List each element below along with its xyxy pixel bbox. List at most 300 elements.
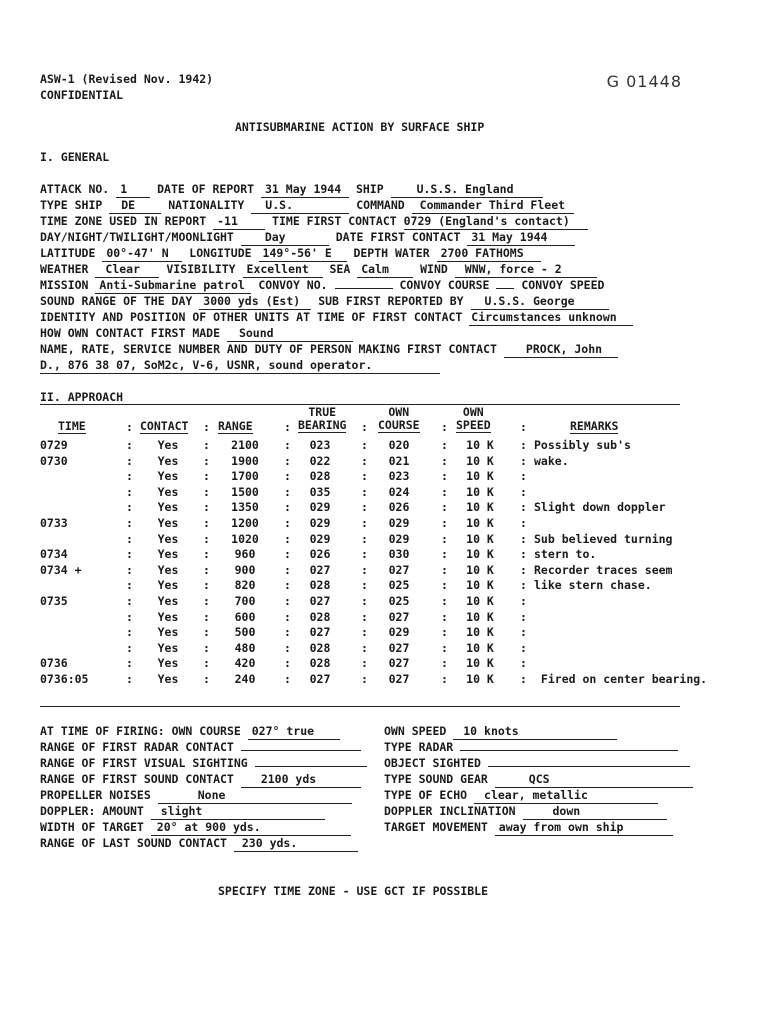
ship-value: U.S.S. England [391,182,543,198]
column-separator: : [284,594,291,608]
column-separator: : [520,420,527,434]
column-separator: : [361,625,368,640]
column-separator: : [284,516,291,530]
column-separator: : [441,609,448,624]
cell-remarks: Possibly sub's [534,438,631,452]
sound-range-row [40,294,609,309]
column-separator: : [126,594,133,608]
cell-contact: Yes [157,484,179,499]
wind-label: WIND [420,262,448,276]
cell-time: 0734 [40,547,68,562]
cell-contact: Yes [157,672,179,686]
name-rate-value-2: D., 876 38 07, SoM2c, V-6, USNR, sound operator. [40,358,440,374]
cell-course: 027 [388,640,410,655]
wind-value: WNW, force - 2 [455,262,597,278]
cell-bearing: 029 [309,500,331,515]
cell-time: 0730 [40,453,68,468]
sound-gear-label: TYPE SOUND GEAR [384,772,488,786]
visibility-label: VISIBILITY [166,262,236,276]
cell-range: 2100 [231,438,259,452]
attack-row [40,182,543,197]
date-of-report-value: 31 May 1944 [261,182,349,198]
date-first-contact-label: DATE FIRST CONTACT [335,230,461,244]
cell-range: 900 [234,562,256,577]
column-separator: : [126,547,133,562]
column-separator: : [441,453,448,468]
cell-range: 240 [234,672,256,686]
cell-time: 0733 [40,516,68,530]
width-value: 20° at 900 yds. [151,820,351,836]
identity-label: IDENTITY AND POSITION OF OTHER UNITS AT TIME OF FIRST CONTACT [40,310,463,324]
column-separator: : [361,672,368,686]
how-contact-row [40,326,353,341]
column-separator: : [284,562,291,577]
cell-contact: Yes [157,547,179,562]
column-separator: : [520,594,527,608]
cell-speed: 10 K [466,547,494,562]
column-separator: : [361,469,368,484]
weather-value: Clear [95,262,159,278]
firing-row [40,724,340,739]
column-separator: : [284,672,291,686]
cell-course: 025 [388,594,410,608]
own-speed-value: 10 knots [453,724,617,740]
echo-value: clear, metallic [474,788,658,804]
column-separator: : [284,453,291,468]
column-separator: : [441,578,448,593]
column-separator: : [126,516,133,530]
cell-speed: 10 K [466,594,494,608]
command-value: Commander Third Fleet [412,198,574,214]
column-separator: : [361,656,368,671]
cell-course: 023 [388,469,410,484]
longitude-value: 149°-56' E [259,246,347,262]
column-separator: : [441,531,448,546]
cell-contact: Yes [157,500,179,515]
column-separator: : [284,609,291,624]
column-separator: : [203,547,210,562]
date-of-report-label: DATE OF REPORT [157,182,255,196]
column-separator: : [284,625,291,640]
mission-value: Anti-Submarine patrol [95,278,251,294]
cell-bearing: 028 [309,609,331,624]
cell-bearing: 028 [309,578,331,593]
type-radar-row [384,740,678,755]
column-separator: : [520,625,527,640]
column-separator: : [203,609,210,624]
column-separator: : [441,562,448,577]
column-separator: : [203,531,210,546]
convoy-course-value [496,288,514,289]
cell-bearing: 028 [309,469,331,484]
first-radar-label: RANGE OF FIRST RADAR CONTACT [40,740,234,754]
column-separator: : [441,420,448,434]
column-separator: : [441,484,448,499]
cell-course: 027 [388,562,410,577]
cell-contact: Yes [157,453,179,468]
column-separator: : [361,484,368,499]
cell-remarks: like stern chase. [534,578,652,593]
attack-no-value: 1 [116,182,150,198]
col-range-header: RANGE [218,419,253,433]
col-time-header: TIME [58,419,86,433]
column-separator: : [441,672,448,686]
cell-bearing: 029 [309,531,331,546]
cell-speed: 10 K [466,531,494,546]
column-separator: : [520,469,527,484]
depth-water-value: 2700 FATHOMS [437,246,541,262]
column-separator: : [284,656,291,671]
column-separator: : [126,672,133,686]
column-separator: : [361,547,368,562]
cell-bearing: 027 [309,594,331,608]
type-radar-label: TYPE RADAR [384,740,454,754]
column-separator: : [203,453,210,468]
propeller-value: None [158,788,352,804]
footer-note: SPECIFY TIME ZONE - USE GCT IF POSSIBLE [218,884,489,898]
cell-bearing: 035 [309,484,331,499]
column-separator: : [126,625,133,640]
name-rate-row [40,342,618,357]
object-sighted-value [488,766,690,767]
cell-time: 0736:05 [40,672,89,686]
cell-contact: Yes [157,625,179,640]
target-movement-label: TARGET MOVEMENT [384,820,488,834]
cell-contact: Yes [157,531,179,546]
cell-bearing: 026 [309,547,331,562]
day-night-row [40,230,575,245]
col-course-header: OWN COURSE [378,405,420,432]
cell-bearing: 029 [309,516,331,530]
attack-no-label: ATTACK NO. [40,182,110,196]
identity-value: Circumstances unknown [469,310,633,326]
column-separator: : [203,594,210,608]
column-separator: : [520,578,527,593]
cell-bearing: 028 [309,656,331,671]
last-sound-label: RANGE OF LAST SOUND CONTACT [40,836,227,850]
cell-speed: 10 K [466,656,494,671]
column-separator: : [284,531,291,546]
weather-label: WEATHER [40,262,89,276]
cell-course: 025 [388,578,410,593]
col-speed-header: OWN SPEED [456,405,491,432]
own-speed-label: OWN SPEED [384,724,447,738]
col-bearing-header: TRUE BEARING [298,405,347,432]
weather-row [40,262,597,277]
object-sighted-label: OBJECT SIGHTED [384,756,481,770]
target-movement-value: away from own ship [495,820,673,836]
echo-label: TYPE OF ECHO [384,788,468,802]
time-zone-row [40,214,588,229]
cell-bearing: 028 [309,640,331,655]
name-rate-value-1: PROCK, John [504,342,618,358]
convoy-speed-label: CONVOY SPEED [521,278,605,292]
how-contact-label: HOW OWN CONTACT FIRST MADE [40,326,221,340]
cell-contact: Yes [157,516,179,530]
column-separator: : [126,562,133,577]
cell-speed: 10 K [466,469,494,484]
cell-contact: Yes [157,609,179,624]
mission-row [40,278,604,293]
cell-speed: 10 K [466,578,494,593]
longitude-label: LONGITUDE [189,246,252,260]
time-first-contact-value: 0729 (England's contact) [404,214,588,230]
cell-course: 027 [388,609,410,624]
cell-contact: Yes [157,640,179,655]
column-separator: : [203,625,210,640]
column-separator: : [361,531,368,546]
type-ship-label: TYPE SHIP [40,198,103,212]
own-course-label: OWN COURSE [171,724,241,738]
convoy-no-label: CONVOY NO. [258,278,328,292]
echo-row [384,788,658,803]
cell-bearing: 027 [309,672,331,686]
column-separator: : [126,640,133,655]
column-separator: : [203,672,210,686]
section-general-heading: I. GENERAL [40,150,110,164]
cell-range: 480 [234,640,256,655]
first-sound-value: 2100 yds [241,772,361,788]
column-separator: : [520,562,527,577]
column-separator: : [126,531,133,546]
sub-first-reported-label: SUB FIRST REPORTED BY [318,294,464,308]
cell-bearing: 027 [309,562,331,577]
first-visual-value [255,766,367,767]
cell-contact: Yes [157,578,179,593]
column-separator: : [284,500,291,515]
type-ship-row [40,198,574,213]
date-first-contact-value: 31 May 1944 [467,230,575,246]
cell-range: 960 [234,547,256,562]
first-visual-row [40,756,367,771]
cell-course: 024 [388,484,410,499]
day-night-label: DAY/NIGHT/TWILIGHT/MOONLIGHT [40,230,234,244]
day-night-value: Day [241,230,329,246]
column-separator: : [284,547,291,562]
latitude-value: 00°-47' N [102,246,182,262]
column-separator: : [441,594,448,608]
column-separator: : [126,484,133,499]
column-separator: : [203,578,210,593]
cell-contact: Yes [157,656,179,671]
approach-top-rule [40,404,680,405]
cell-course: 030 [388,547,410,562]
doppler-incl-label: DOPPLER INCLINATION [384,804,516,818]
cell-bearing: 023 [309,438,331,452]
column-separator: : [441,640,448,655]
column-separator: : [203,640,210,655]
mission-label: MISSION [40,278,89,292]
column-separator: : [203,484,210,499]
convoy-no-value [335,288,393,289]
classification-label: CONFIDENTIAL [40,88,124,102]
time-first-contact-label: TIME FIRST CONTACT [272,214,397,228]
column-separator: : [284,640,291,655]
cell-range: 600 [234,609,256,624]
column-separator: : [520,656,527,671]
depth-water-label: DEPTH WATER [353,246,430,260]
column-separator: : [361,594,368,608]
document-title: ANTISUBMARINE ACTION BY SURFACE SHIP [235,120,485,134]
sound-gear-value: QCS [495,772,693,788]
column-separator: : [520,672,527,686]
column-separator: : [441,625,448,640]
column-separator: : [520,547,527,562]
column-separator: : [284,484,291,499]
column-separator: : [126,578,133,593]
first-radar-value [241,750,361,751]
doppler-row [40,804,325,819]
doppler-label: DOPPLER: AMOUNT [40,804,144,818]
cell-remarks: wake. [534,453,569,468]
cell-course: 029 [388,531,410,546]
cell-speed: 10 K [466,625,494,640]
own-speed-row [384,724,617,739]
width-label: WIDTH OF TARGET [40,820,144,834]
cell-contact: Yes [157,469,179,484]
command-label: COMMAND [356,198,405,212]
visibility-value: Excellent [243,262,323,278]
cell-range: 1500 [231,484,259,499]
sound-range-label: SOUND RANGE OF THE DAY [40,294,193,308]
column-separator: : [284,438,291,452]
cell-course: 029 [388,625,410,640]
cell-bearing: 027 [309,625,331,640]
section-approach-heading: II. APPROACH [40,390,124,404]
cell-time: 0735 [40,594,68,608]
column-separator: : [441,656,448,671]
column-separator: : [126,469,133,484]
doppler-incl-row [384,804,667,819]
column-separator: : [520,453,527,468]
doppler-incl-value: down [523,804,667,820]
column-separator: : [520,640,527,655]
cell-speed: 10 K [466,609,494,624]
sea-label: SEA [329,262,351,276]
cell-bearing: 022 [309,453,331,468]
column-separator: : [441,438,448,452]
at-time-label: AT TIME OF FIRING: [40,724,165,738]
cell-speed: 10 K [466,453,494,468]
cell-time: 0734 + [40,562,82,577]
cell-range: 1200 [231,516,259,530]
cell-time: 0736 [40,656,68,671]
column-separator: : [520,438,527,452]
cell-range: 1900 [231,453,259,468]
col-contact-header: CONTACT [140,419,189,433]
column-separator: : [361,516,368,530]
column-separator: : [361,500,368,515]
object-sighted-row [384,756,690,771]
column-separator: : [520,531,527,546]
document-number: G 01448 [606,72,682,91]
cell-speed: 10 K [466,640,494,655]
column-separator: : [441,547,448,562]
cell-remarks: Fired on center bearing. [534,672,708,686]
cell-course: 020 [388,438,410,452]
first-visual-label: RANGE OF FIRST VISUAL SIGHTING [40,756,248,770]
latitude-label: LATITUDE [40,246,96,260]
cell-speed: 10 K [466,672,494,686]
column-separator: : [126,420,133,434]
column-separator: : [203,656,210,671]
cell-range: 1700 [231,469,259,484]
column-separator: : [284,469,291,484]
ship-label: SHIP [355,182,384,196]
column-separator: : [126,656,133,671]
propeller-label: PROPELLER NOISES [40,788,151,802]
last-sound-row [40,836,358,851]
cell-speed: 10 K [466,562,494,577]
cell-speed: 10 K [466,438,494,452]
column-separator: : [441,516,448,530]
column-separator: : [203,420,210,434]
cell-range: 1020 [231,531,259,546]
column-separator: : [126,453,133,468]
form-id: ASW-1 (Revised Nov. 1942) [40,72,214,86]
cell-course: 027 [388,656,410,671]
first-sound-row [40,772,361,787]
convoy-course-label: CONVOY COURSE [399,278,490,292]
column-separator: : [520,500,527,515]
nationality-value: U.S. [251,198,349,214]
identity-row [40,310,633,325]
last-sound-value: 230 yds. [234,836,358,852]
column-separator: : [284,578,291,593]
width-row [40,820,351,835]
first-radar-row [40,740,361,755]
cell-range: 700 [234,594,256,608]
cell-contact: Yes [157,562,179,577]
column-separator: : [520,609,527,624]
cell-remarks: Slight down doppler [534,500,666,515]
cell-contact: Yes [157,438,179,452]
sound-range-value: 3000 yds (Est) [199,294,311,310]
sea-value: Calm [357,262,413,278]
cell-remarks: Recorder traces seem [534,562,673,577]
type-ship-value: DE [109,198,161,214]
column-separator: : [361,609,368,624]
cell-speed: 10 K [466,484,494,499]
how-contact-value: Sound [227,326,353,342]
first-sound-label: RANGE OF FIRST SOUND CONTACT [40,772,234,786]
column-separator: : [203,438,210,452]
time-zone-value: -11 [213,214,265,230]
position-row [40,246,541,261]
column-separator: : [203,516,210,530]
column-separator: : [361,640,368,655]
cell-course: 027 [388,672,410,686]
propeller-row [40,788,352,803]
cell-remarks: stern to. [534,547,597,562]
cell-speed: 10 K [466,516,494,530]
column-separator: : [126,500,133,515]
cell-speed: 10 K [466,500,494,515]
cell-course: 029 [388,516,410,530]
sound-gear-row [384,772,693,787]
approach-bottom-rule [40,706,680,707]
cell-range: 420 [234,656,256,671]
column-separator: : [361,438,368,452]
column-separator: : [361,453,368,468]
column-separator: : [203,500,210,515]
target-movement-row [384,820,673,835]
doppler-value: slight [151,804,325,820]
name-rate-label: NAME, RATE, SERVICE NUMBER AND DUTY OF PERSON MAKING FIRST CONTACT [40,342,497,356]
sub-first-reported-value: U.S.S. George [471,294,609,310]
own-course-value: 027° true [248,724,340,740]
column-separator: : [441,500,448,515]
